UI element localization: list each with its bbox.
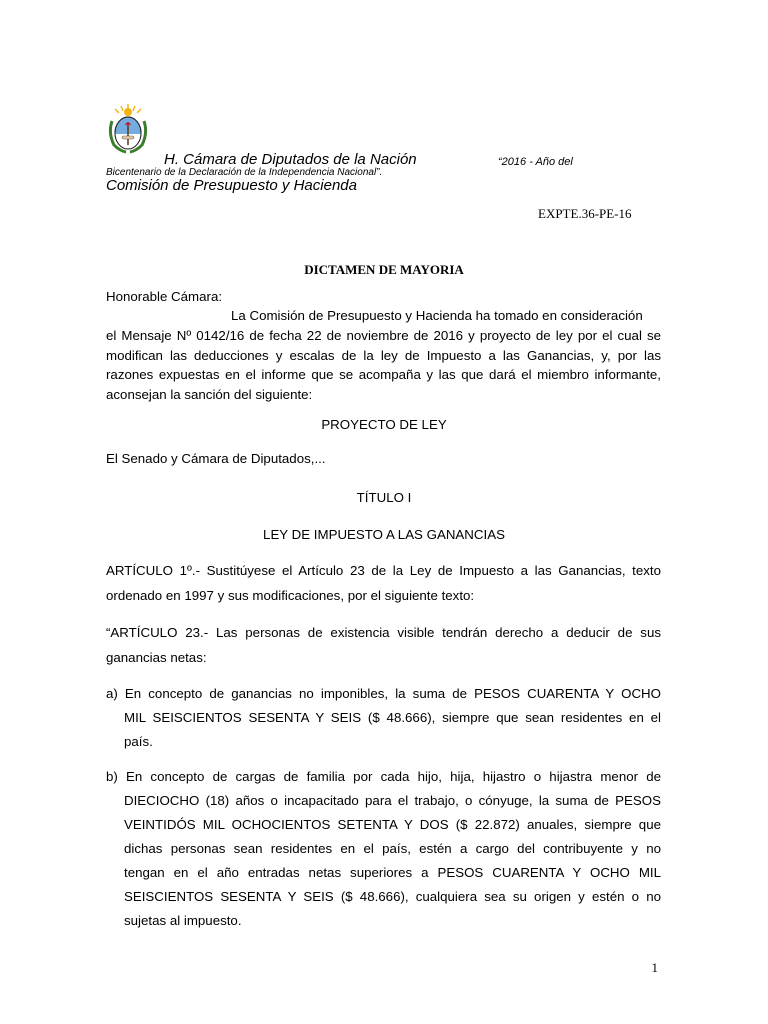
list-item-line: b) En concepto de cargas de familia por cada hijo, hija, hijastro o hijastra menor de [106,769,661,784]
salutation: Honorable Cámara: [106,289,223,304]
list-item-line: SEISCIENTOS SESENTA Y SEIS ($ 48.666), cualquiera sea su origen y estén o no [124,889,661,904]
list-item-line: MIL SEISCIENTOS SESENTA Y SEIS ($ 48.666), siempre que sean residentes en el [124,710,661,725]
file-number: EXPTE.36-PE-16 [538,206,632,221]
list-item-line: DIECIOCHO (18) años o incapacitado para el trabajo, o cónyuge, la suma de PESOS [124,793,661,808]
year-motto: “2016 - Año del [498,156,573,168]
document-title: DICTAMEN DE MAYORIA [304,262,464,277]
intro-line: razones expuestas en el informe que se acompaña y las que dará el miembro informante, [106,367,661,382]
bill-heading: PROYECTO DE LEY [321,417,447,432]
list-item-line: VEINTIDÓS MIL OCHOCIENTOS SETENTA Y DOS ($ 22.872) anuales, siempre que [124,817,661,832]
coat-of-arms-icon [106,103,150,155]
list-item-line: dichas personas sean residentes en el país, estén a cargo del contribuyente y no [124,841,661,856]
list-item-line: país. [124,734,153,749]
enacting-clause: El Senado y Cámara de Diputados,... [106,451,326,466]
article-line: ganancias netas: [106,650,207,665]
intro-line: modifican las deducciones y escalas de la ley de Impuesto a las Ganancias, y, por las [106,348,661,363]
intro-line: el Mensaje Nº 0142/16 de fecha 22 de noviembre de 2016 y proyecto de ley por el cual se [106,328,661,343]
law-heading: LEY DE IMPUESTO A LAS GANANCIAS [263,527,505,542]
title-heading: TÍTULO I [356,490,412,505]
list-item-line: sujetas al impuesto. [124,913,242,928]
article-line: ARTÍCULO 1º.- Sustitúyese el Artículo 23 de la Ley de Impuesto a las Ganancias, texto [106,563,661,578]
article-line: ordenado en 1997 y sus modificaciones, por el siguiente texto: [106,588,475,603]
commission-name: Comisión de Presupuesto y Hacienda [106,177,357,194]
intro-line: aconsejan la sanción del siguiente: [106,387,313,402]
page-number: 1 [651,960,658,975]
chamber-name: H. Cámara de Diputados de la Nación [164,151,417,168]
article-line: “ARTÍCULO 23.- Las personas de existencia visible tendrán derecho a deducir de sus [106,625,661,640]
bicentenary-motto: Bicentenario de la Declaración de la Independencia Nacional”. [106,167,383,178]
list-item-line: a) En concepto de ganancias no imponibles, la suma de PESOS CUARENTA Y OCHO [106,686,661,701]
list-item-line: tengan en el año entradas netas superiores a PESOS CUARENTA Y OCHO MIL [124,865,661,880]
intro-line: La Comisión de Presupuesto y Hacienda ha tomado en consideración [231,308,643,323]
